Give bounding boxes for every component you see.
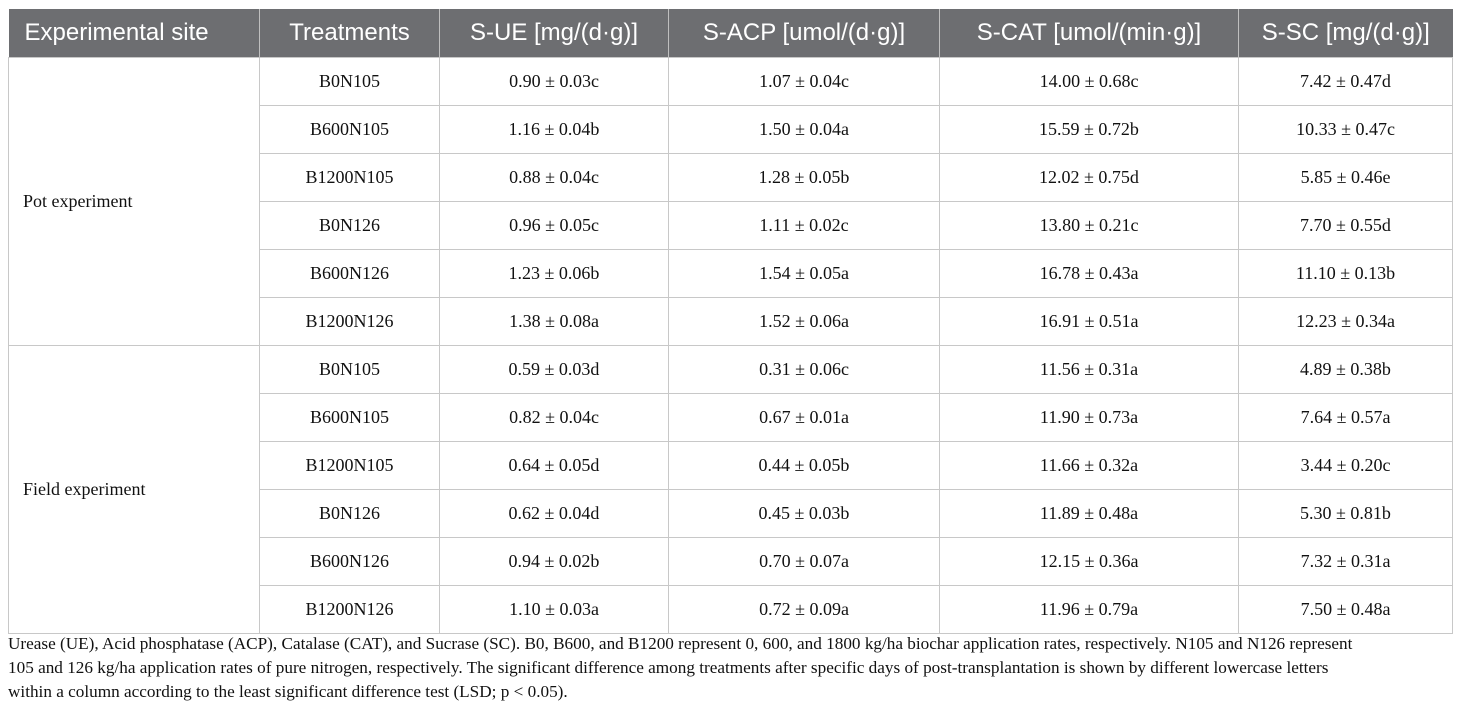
s-ue-cell: 0.96 ± 0.05c [440,202,669,250]
s-ue-cell: 1.16 ± 0.04b [440,106,669,154]
header-treatments: Treatments [260,9,440,58]
header-experimental-site: Experimental site [9,9,260,58]
treatment-cell: B0N105 [260,346,440,394]
s-acp-cell: 1.52 ± 0.06a [669,298,940,346]
table-header [9,9,1453,58]
s-ue-cell: 0.94 ± 0.02b [440,538,669,586]
experimental-site-cell: Field experiment [9,346,260,634]
treatment-cell: B1200N126 [260,586,440,634]
header-row [9,9,1453,58]
treatment-cell: B600N126 [260,250,440,298]
s-sc-cell: 4.89 ± 0.38b [1239,346,1453,394]
treatment-cell: B1200N126 [260,298,440,346]
header-s-acp: S-ACP [umol/(d·g)] [669,9,940,58]
s-cat-cell: 16.91 ± 0.51a [940,298,1239,346]
s-sc-cell: 11.10 ± 0.13b [1239,250,1453,298]
treatment-cell: B600N126 [260,538,440,586]
s-acp-cell: 0.44 ± 0.05b [669,442,940,490]
table-body [9,58,1453,634]
s-ue-cell: 0.64 ± 0.05d [440,442,669,490]
table-footnote [8,632,1452,704]
s-acp-cell: 1.07 ± 0.04c [669,58,940,106]
treatment-cell: B1200N105 [260,442,440,490]
header-s-sc: S-SC [mg/(d·g)] [1239,9,1453,58]
s-sc-cell: 7.70 ± 0.55d [1239,202,1453,250]
s-sc-cell: 10.33 ± 0.47c [1239,106,1453,154]
header-s-cat: S-CAT [umol/(min·g)] [940,9,1239,58]
s-acp-cell: 0.45 ± 0.03b [669,490,940,538]
treatment-cell: B0N105 [260,58,440,106]
footnote-line: Urease (UE), Acid phosphatase (ACP), Catalase (CAT), and Sucrase (SC). B0, B600, and B1200 represent 0, 600, and 1800 kg/ha biochar application rates, respectively. N105 and N126 represent [8,634,1353,653]
table-row [9,346,1453,394]
s-sc-cell: 5.30 ± 0.81b [1239,490,1453,538]
treatment-cell: B1200N105 [260,154,440,202]
s-acp-cell: 0.31 ± 0.06c [669,346,940,394]
s-ue-cell: 1.10 ± 0.03a [440,586,669,634]
s-acp-cell: 1.11 ± 0.02c [669,202,940,250]
treatment-cell: B0N126 [260,490,440,538]
experimental-site-cell: Pot experiment [9,58,260,346]
header-s-ue: S-UE [mg/(d·g)] [440,9,669,58]
treatment-cell: B600N105 [260,394,440,442]
s-cat-cell: 11.89 ± 0.48a [940,490,1239,538]
s-sc-cell: 5.85 ± 0.46e [1239,154,1453,202]
s-cat-cell: 11.96 ± 0.79a [940,586,1239,634]
s-sc-cell: 3.44 ± 0.20c [1239,442,1453,490]
s-ue-cell: 0.62 ± 0.04d [440,490,669,538]
s-cat-cell: 15.59 ± 0.72b [940,106,1239,154]
table-row [9,58,1453,106]
s-sc-cell: 7.42 ± 0.47d [1239,58,1453,106]
treatment-cell: B0N126 [260,202,440,250]
s-ue-cell: 0.90 ± 0.03c [440,58,669,106]
data-table-container [8,9,1452,634]
s-acp-cell: 1.54 ± 0.05a [669,250,940,298]
s-acp-cell: 1.28 ± 0.05b [669,154,940,202]
footnote-line: 105 and 126 kg/ha application rates of pure nitrogen, respectively. The significant difference among treatments after specific days of post-transplantation is shown by different lowercase letters [8,658,1329,677]
s-cat-cell: 13.80 ± 0.21c [940,202,1239,250]
treatment-cell: B600N105 [260,106,440,154]
s-sc-cell: 12.23 ± 0.34a [1239,298,1453,346]
s-cat-cell: 12.15 ± 0.36a [940,538,1239,586]
s-cat-cell: 11.66 ± 0.32a [940,442,1239,490]
s-ue-cell: 0.82 ± 0.04c [440,394,669,442]
s-cat-cell: 14.00 ± 0.68c [940,58,1239,106]
s-cat-cell: 16.78 ± 0.43a [940,250,1239,298]
s-ue-cell: 0.59 ± 0.03d [440,346,669,394]
s-acp-cell: 0.67 ± 0.01a [669,394,940,442]
s-ue-cell: 1.38 ± 0.08a [440,298,669,346]
s-ue-cell: 1.23 ± 0.06b [440,250,669,298]
s-cat-cell: 11.90 ± 0.73a [940,394,1239,442]
enzyme-activity-table [8,9,1453,634]
s-acp-cell: 0.72 ± 0.09a [669,586,940,634]
footnote-line: within a column according to the least significant difference test (LSD; p < 0.05). [8,682,568,701]
s-acp-cell: 0.70 ± 0.07a [669,538,940,586]
s-cat-cell: 11.56 ± 0.31a [940,346,1239,394]
s-cat-cell: 12.02 ± 0.75d [940,154,1239,202]
s-sc-cell: 7.32 ± 0.31a [1239,538,1453,586]
s-sc-cell: 7.64 ± 0.57a [1239,394,1453,442]
s-ue-cell: 0.88 ± 0.04c [440,154,669,202]
s-acp-cell: 1.50 ± 0.04a [669,106,940,154]
s-sc-cell: 7.50 ± 0.48a [1239,586,1453,634]
